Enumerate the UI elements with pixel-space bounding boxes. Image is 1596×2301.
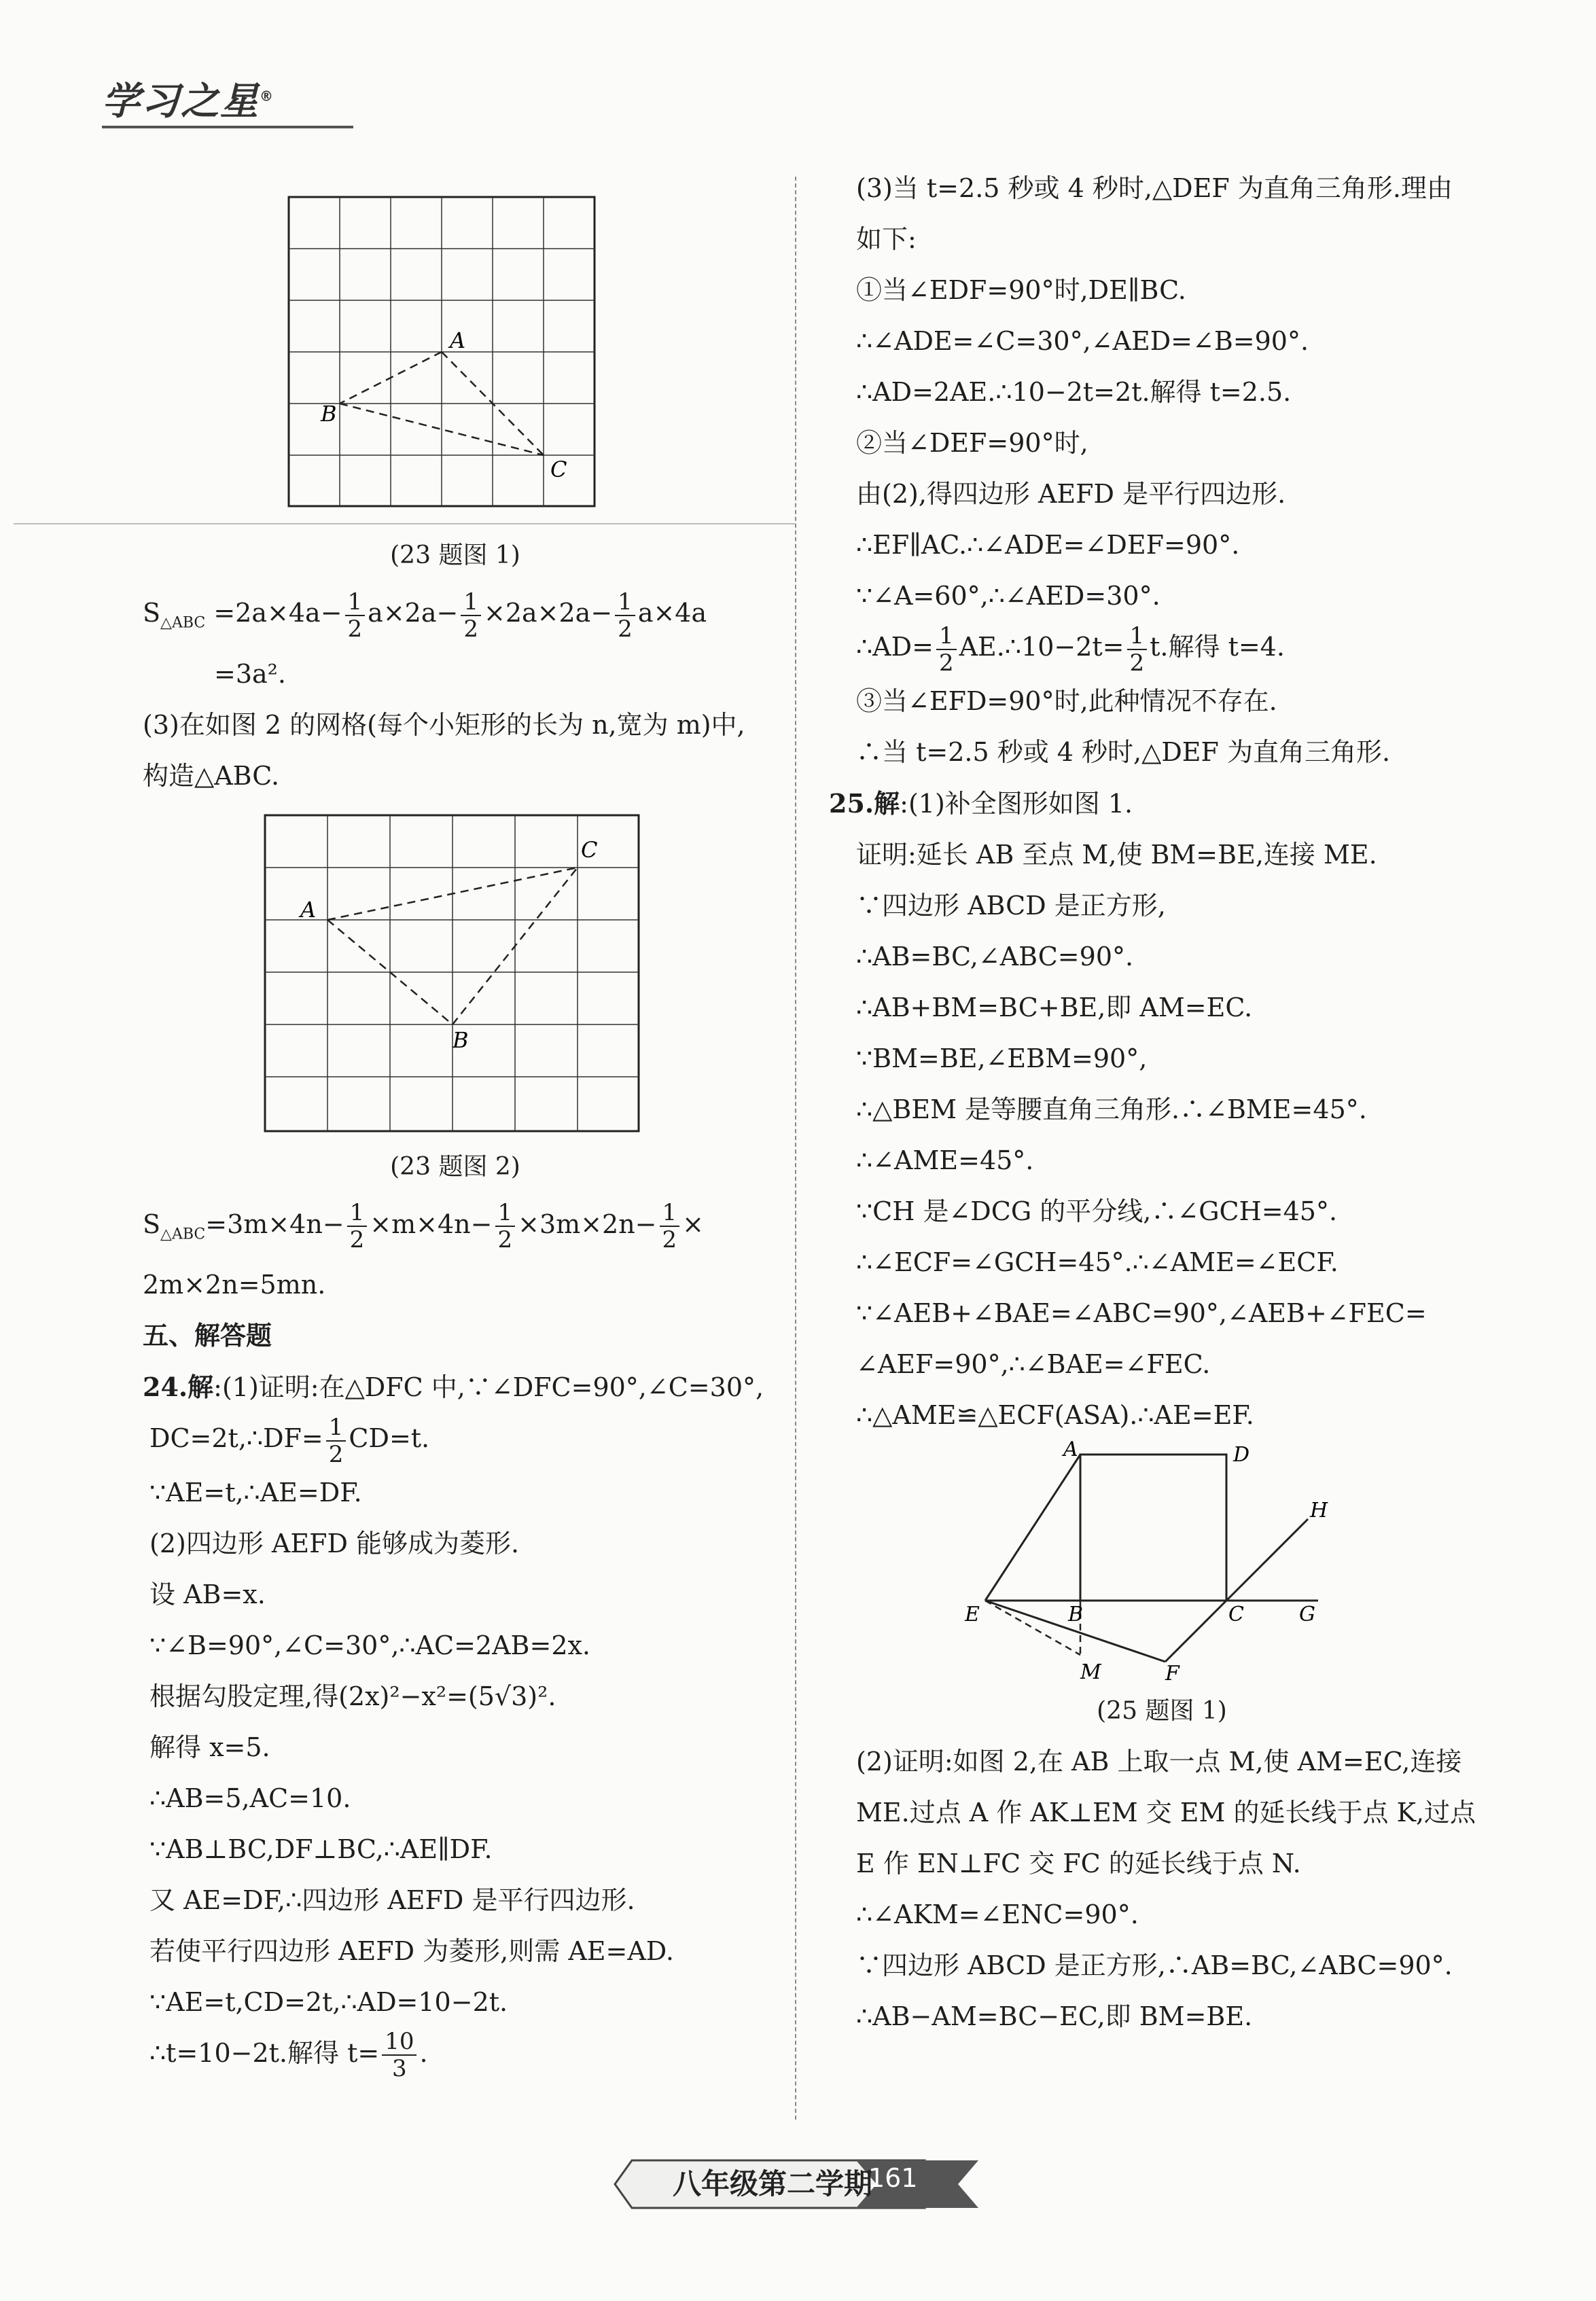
q24-line2: DC=2t,∴DF= $\frac{1}{2}$ CD=t. [149, 1413, 430, 1468]
r-line27: ME.过点 A 作 AK⊥EM 交 EM 的延长线于点 K,过点 [856, 1797, 1476, 1827]
grade-label: 八年级第二学期 [673, 2167, 873, 2200]
r-line26: (2)证明:如图 2,在 AB 上取一点 M,使 AM=EC,连接 [856, 1746, 1462, 1777]
q24-line5: 设 AB=x. [149, 1579, 266, 1609]
r-line29: ∴∠AKM=∠ENC=90°. [856, 1899, 1139, 1929]
fig3-label-M: M [1080, 1660, 1101, 1684]
r-line31: ∴AB−AM=BC−EC,即 BM=BE. [856, 2001, 1253, 2031]
r-line9: ∵∠A=60°,∴∠AED=30°. [856, 581, 1160, 611]
r-line8: ∴EF∥AC.∴∠ADE=∠DEF=90°. [856, 530, 1240, 560]
r-line17: ∴AB+BM=BC+BE,即 AM=EC. [856, 992, 1253, 1022]
q24-line1: 24.解:(1)证明:在△DFC 中,∵∠DFC=90°,∠C=30°, [143, 1372, 764, 1403]
fig3-label-G: G [1299, 1602, 1315, 1626]
r-line23: ∵∠AEB+∠BAE=∠ABC=90°,∠AEB+∠FEC= [856, 1298, 1427, 1328]
r-line18: ∵BM=BE,∠EBM=90°, [856, 1043, 1148, 1073]
page-footer [611, 2154, 985, 2215]
r-line4: ∴∠ADE=∠C=30°,∠AED=∠B=90°. [856, 326, 1309, 356]
brand-text: 学习之星 [102, 79, 260, 124]
fig2-label-C: C [581, 836, 598, 863]
grid-figure-2 [143, 802, 768, 1141]
r-line11: ③当∠EFD=90°时,此种情况不存在. [856, 685, 1277, 716]
area-result-2: 2m×2n=5mn. [143, 1270, 326, 1300]
area-formula-1: $S_{\triangle ABC} =2a\times 4a-$ $\frac{1}{2}$ a×2a− $\frac{1}{2}$ ×2a×2a− $\frac{1}{2}$ a×4a [143, 588, 707, 643]
r-line28: E 作 EN⊥FC 交 FC 的延长线于点 N. [856, 1848, 1301, 1878]
p3-line2: 构造△ABC. [143, 760, 280, 791]
area-result-1: =3a². [214, 658, 286, 689]
q24-line4: (2)四边形 AEFD 能够成为菱形. [149, 1528, 520, 1558]
r-line3: ①当∠EDF=90°时,DE∥BC. [856, 275, 1186, 305]
fig1-label-C: C [550, 457, 567, 482]
r-line2: 如下: [856, 224, 917, 254]
fig1-label-A: A [450, 327, 466, 353]
grid-figure-1 [143, 163, 768, 530]
fig3-label-H: H [1310, 1498, 1328, 1522]
r-line25: ∴△AME≌△ECF(ASA).∴AE=EF. [856, 1399, 1254, 1430]
q24-line8: 解得 x=5. [149, 1732, 270, 1762]
r-line19: ∴△BEM 是等腰直角三角形.∴∠BME=45°. [856, 1094, 1367, 1124]
q24-line12: 若使平行四边形 AEFD 为菱形,则需 AE=AD. [149, 1936, 674, 1966]
fig3-label-F: F [1165, 1661, 1180, 1685]
q24-line11: 又 AE=DF,∴四边形 AEFD 是平行四边形. [149, 1885, 635, 1915]
fig2-label-A: A [300, 896, 317, 923]
r-line1: (3)当 t=2.5 秒或 4 秒时,△DEF 为直角三角形.理由 [856, 173, 1453, 203]
left-column [143, 163, 768, 2082]
fig3-label-E: E [965, 1602, 980, 1626]
section-heading: 五、解答题 [143, 1321, 272, 1351]
r-line16: ∴AB=BC,∠ABC=90°. [856, 941, 1134, 971]
r-line24: ∠AEF=90°,∴∠BAE=∠FEC. [856, 1349, 1211, 1379]
column-divider [795, 177, 796, 2120]
r-line15: ∵四边形 ABCD 是正方形, [856, 890, 1166, 921]
fig3-label-C: C [1228, 1602, 1244, 1626]
r-line6: ②当∠DEF=90°时, [856, 428, 1088, 458]
q24-line7: 根据勾股定理,得(2x)²−x²=(5√3)². [149, 1681, 556, 1711]
r-line7: 由(2),得四边形 AEFD 是平行四边形. [856, 479, 1286, 509]
r-line21: ∵CH 是∠DCG 的平分线,∴∠GCH=45°. [856, 1196, 1338, 1226]
r-line14: 证明:延长 AB 至点 M,使 BM=BE,连接 ME. [856, 839, 1377, 870]
r-line20: ∴∠AME=45°. [856, 1145, 1034, 1175]
r-line5: ∴AD=2AE.∴10−2t=2t.解得 t=2.5. [856, 377, 1292, 407]
q24-line6: ∵∠B=90°,∠C=30°,∴AC=2AB=2x. [149, 1630, 591, 1660]
q25-line1: 25.解:(1)补全图形如图 1. [829, 787, 1133, 819]
fig1-caption: (23 题图 1) [390, 541, 520, 569]
r-line30: ∵四边形 ABCD 是正方形,∴AB=BC,∠ABC=90°. [856, 1950, 1453, 1980]
q24-line9: ∴AB=5,AC=10. [149, 1783, 351, 1813]
fig2-label-B: B [453, 1027, 469, 1053]
q24-line14: ∴t=10−2t.解得 t= $\frac{10}{3}$ . [149, 2028, 428, 2083]
fig3-caption: (25 题图 1) [1097, 1696, 1227, 1725]
right-column [829, 163, 1476, 2042]
r-line12: ∴当 t=2.5 秒或 4 秒时,△DEF 为直角三角形. [856, 736, 1391, 767]
brand-underline [102, 126, 353, 128]
p3-line1: (3)在如图 2 的网格(每个小矩形的长为 n,宽为 m)中, [143, 709, 745, 740]
fig1-label-B: B [321, 401, 337, 427]
square-figure-25 [856, 1441, 1468, 1685]
r-line22: ∴∠ECF=∠GCH=45°.∴∠AME=∠ECF. [856, 1247, 1338, 1277]
brand-logo: 学习之星® [102, 79, 274, 124]
r-line10: ∴AD= $\frac{1}{2}$ AE.∴10−2t= $\frac{1}{2}$ t.解得 t=4. [856, 622, 1285, 677]
q24-line10: ∵AB⊥BC,DF⊥BC,∴AE∥DF. [149, 1834, 493, 1864]
fig2-caption: (23 题图 2) [390, 1152, 520, 1181]
q24-line3: ∵AE=t,∴AE=DF. [149, 1477, 362, 1508]
fig3-label-B: B [1068, 1602, 1084, 1626]
fig3-label-A: A [1063, 1440, 1078, 1461]
q24-line13: ∵AE=t,CD=2t,∴AD=10−2t. [149, 1986, 508, 2017]
area-formula-2: $S_{\triangle ABC}=3m\times 4n-$ $\frac{1}{2}$ ×m×4n− $\frac{1}{2}$ ×3m×2n− $\frac{1}{2}$ × [143, 1199, 705, 1254]
page-number: 161 [868, 2163, 918, 2193]
fig3-label-D: D [1233, 1442, 1250, 1467]
